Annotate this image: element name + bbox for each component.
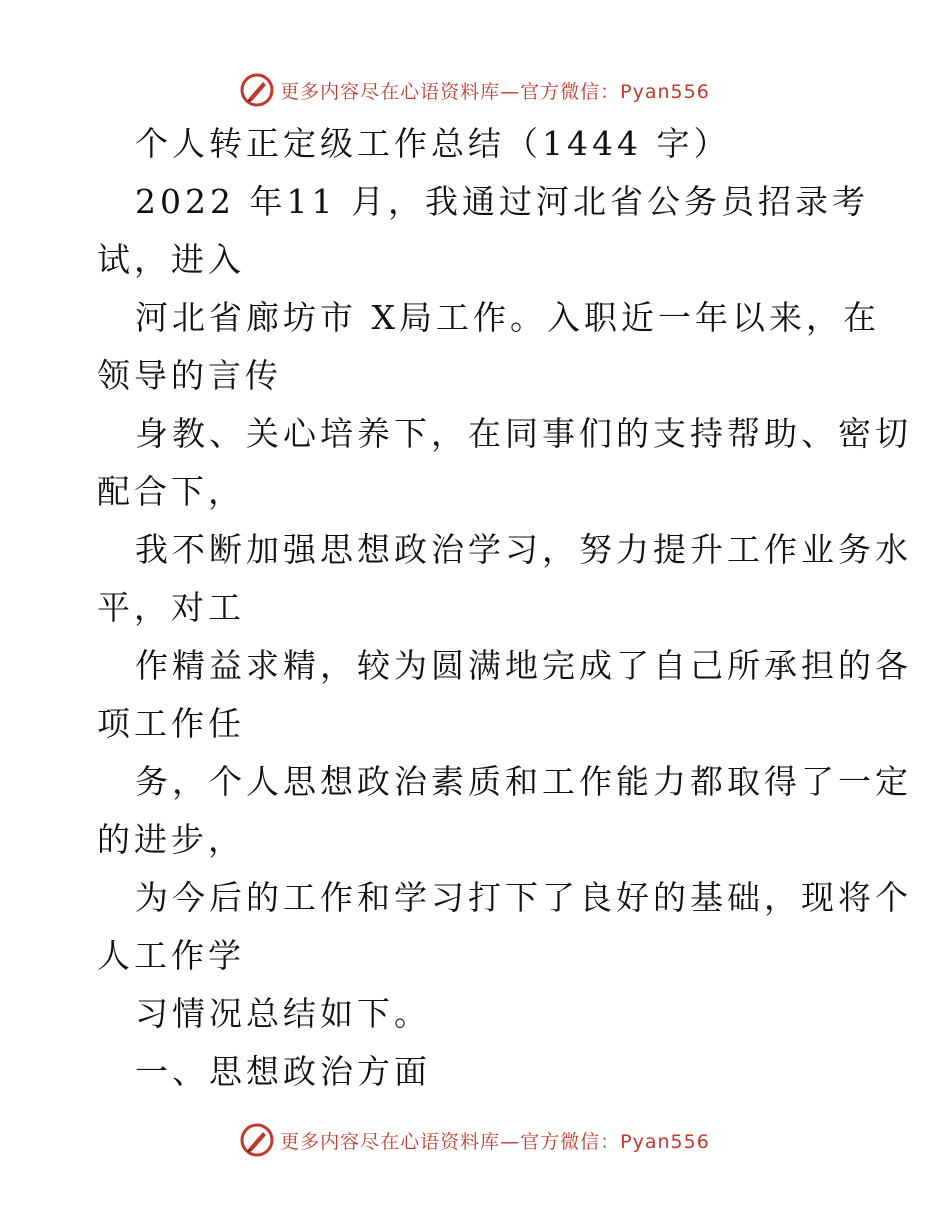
paragraph-line: 作精益求精，较为圆满地完成了自己所承担的各	[135, 646, 912, 685]
paragraph-line: 的进步，	[97, 820, 245, 859]
document-title: 个人转正定级工作总结（1444 字）	[135, 124, 731, 163]
paragraph-line: 务，个人思想政治素质和工作能力都取得了一定	[135, 762, 912, 801]
paragraph-line: 项工作任	[97, 704, 245, 743]
paragraph-line: 试，进入	[97, 240, 245, 279]
paragraph-line: 我不断加强思想政治学习，努力提升工作业务水	[135, 530, 912, 569]
paragraph-line: 领导的言传	[97, 356, 282, 395]
section-heading: 一、思想政治方面	[135, 1052, 431, 1091]
header-banner-text: 更多内容尽在心语资料库—官方微信：Pyan556	[280, 80, 710, 103]
paragraph-line: 习情况总结如下。	[135, 994, 431, 1033]
paragraph-line: 2022 年11 月，我通过河北省公务员招录考	[135, 182, 869, 221]
footer-banner-text: 更多内容尽在心语资料库—官方微信：Pyan556	[280, 1130, 710, 1153]
footer-banner	[0, 1118, 950, 1162]
pen-logo-icon	[240, 1123, 274, 1157]
paragraph-line: 人工作学	[97, 936, 245, 975]
paragraph-line: 河北省廊坊市 X局工作。入职近一年以来，在	[135, 298, 880, 337]
paragraph-line: 为今后的工作和学习打下了良好的基础，现将个	[135, 878, 912, 917]
paragraph-line: 身教、关心培养下，在同事们的支持帮助、密切	[135, 414, 912, 453]
paragraph-line: 配合下，	[97, 472, 245, 511]
paragraph-line: 平，对工	[97, 588, 245, 627]
